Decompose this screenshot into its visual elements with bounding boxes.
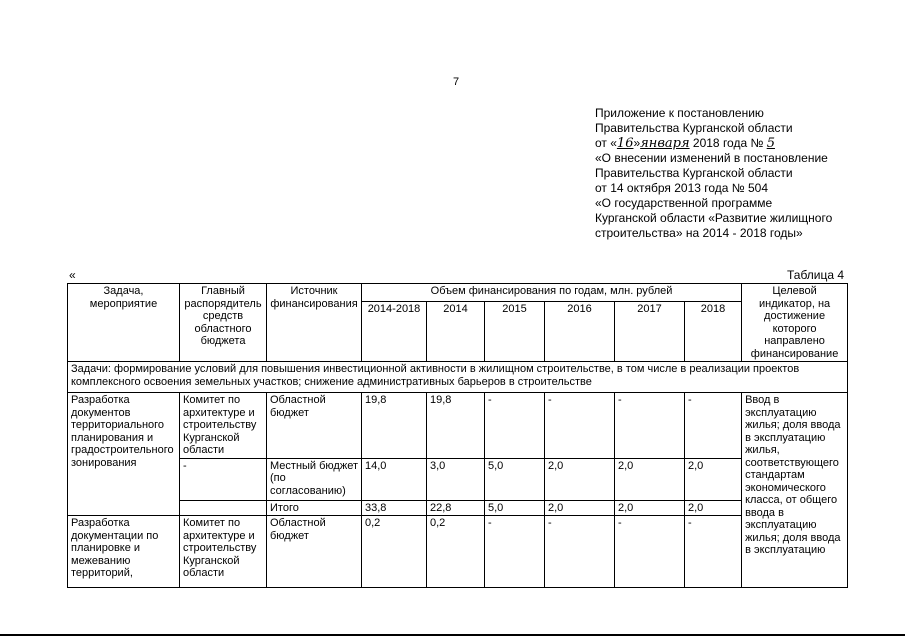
header-line: «О государственной программе bbox=[595, 196, 773, 210]
table-open-quote: « bbox=[69, 268, 76, 282]
header-line: от 14 октября 2013 года № 504 bbox=[595, 181, 769, 195]
total-label: Итого bbox=[267, 500, 362, 516]
task-cell: Разработка документации по планировке и межеванию территорий, bbox=[68, 516, 180, 588]
header-date-line bbox=[595, 136, 895, 151]
value-cell: - bbox=[685, 516, 742, 588]
value-cell: - bbox=[545, 393, 615, 459]
value-cell: 0,2 bbox=[362, 516, 427, 588]
manager-cell: Комитет по архитектуре и строительству Курганской области bbox=[180, 393, 267, 459]
header-line: Правительства Курганской области bbox=[595, 121, 793, 135]
value-cell: - bbox=[545, 516, 615, 588]
header-line: строительства» на 2014 - 2018 годы» bbox=[595, 226, 803, 240]
value-cell: 19,8 bbox=[427, 393, 485, 459]
value-cell: 2,0 bbox=[615, 458, 685, 500]
value-cell: 3,0 bbox=[427, 458, 485, 500]
page-number: 7 bbox=[453, 76, 460, 88]
source-cell: Областной бюджет bbox=[267, 516, 362, 588]
header-year: 2014 bbox=[427, 302, 485, 362]
header-indicator: Целевой индикатор, на достижение которого направлено финансирование bbox=[742, 284, 848, 362]
date-prefix: от « bbox=[595, 136, 617, 150]
value-cell: - bbox=[615, 393, 685, 459]
source-cell: Местный бюджет (по согласованию) bbox=[267, 458, 362, 500]
value-cell: 33,8 bbox=[362, 500, 427, 516]
header-volume: Объем финансирования по годам, млн. рублей bbox=[362, 284, 742, 302]
bottom-rule bbox=[0, 634, 905, 636]
header-line: «О внесении изменений в постановление bbox=[595, 151, 828, 165]
value-cell: 2,0 bbox=[545, 458, 615, 500]
value-cell: - bbox=[485, 516, 545, 588]
value-cell: 22,8 bbox=[427, 500, 485, 516]
value-cell: - bbox=[485, 393, 545, 459]
date-quote: » bbox=[633, 136, 641, 150]
header-year: 2017 bbox=[615, 302, 685, 362]
handwritten-day: 16 bbox=[616, 136, 634, 151]
value-cell: 19,8 bbox=[362, 393, 427, 459]
value-cell: 0,2 bbox=[427, 516, 485, 588]
header-year: 2014-2018 bbox=[362, 302, 427, 362]
value-cell: 14,0 bbox=[362, 458, 427, 500]
value-cell: - bbox=[615, 516, 685, 588]
value-cell: 2,0 bbox=[685, 500, 742, 516]
header-block bbox=[595, 106, 895, 241]
indicator-cell: Ввод в эксплуатацию жилья; доля ввода в эксплуатацию жилья, соответствующего стандартам экономического класса, от общего ввода в эксплуатацию жилья; доля ввода в эксплуатацию bbox=[742, 393, 848, 588]
header-year: 2016 bbox=[545, 302, 615, 362]
value-cell: - bbox=[685, 393, 742, 459]
value-cell: 2,0 bbox=[685, 458, 742, 500]
header-task: Задача, мероприятие bbox=[68, 284, 180, 362]
header-line: Курганской области «Развитие жилищного bbox=[595, 211, 833, 225]
header-line: Правительства Курганской области bbox=[595, 166, 793, 180]
header-source: Источник финансирования bbox=[267, 284, 362, 362]
header-line: Приложение к постановлению bbox=[595, 106, 764, 120]
handwritten-number: 5 bbox=[766, 136, 775, 151]
table-label: Таблица 4 bbox=[787, 268, 845, 282]
header-year: 2015 bbox=[485, 302, 545, 362]
header-manager: Главный распорядитель средств областного бюджета bbox=[180, 284, 267, 362]
value-cell: 2,0 bbox=[545, 500, 615, 516]
funding-table bbox=[67, 283, 848, 588]
manager-cell: Комитет по архитектуре и строительству Курганской области bbox=[180, 516, 267, 588]
manager-cell: - bbox=[180, 458, 267, 500]
header-year: 2018 bbox=[685, 302, 742, 362]
value-cell: 5,0 bbox=[485, 458, 545, 500]
task-cell: Разработка документов территориального планирования и градостроительного зонирования bbox=[68, 393, 180, 516]
section-row: Задачи: формирование условий для повышения инвестиционной активности в жилищном строительстве, в том числе в реализации проектов комплексного освоения земельных участков; снижение административных барьеров в строительстве bbox=[68, 362, 848, 393]
source-cell: Областной бюджет bbox=[267, 393, 362, 459]
date-year: 2018 года № bbox=[689, 136, 767, 150]
value-cell: 2,0 bbox=[615, 500, 685, 516]
manager-cell bbox=[180, 500, 267, 516]
value-cell: 5,0 bbox=[485, 500, 545, 516]
handwritten-month: января bbox=[640, 136, 690, 151]
